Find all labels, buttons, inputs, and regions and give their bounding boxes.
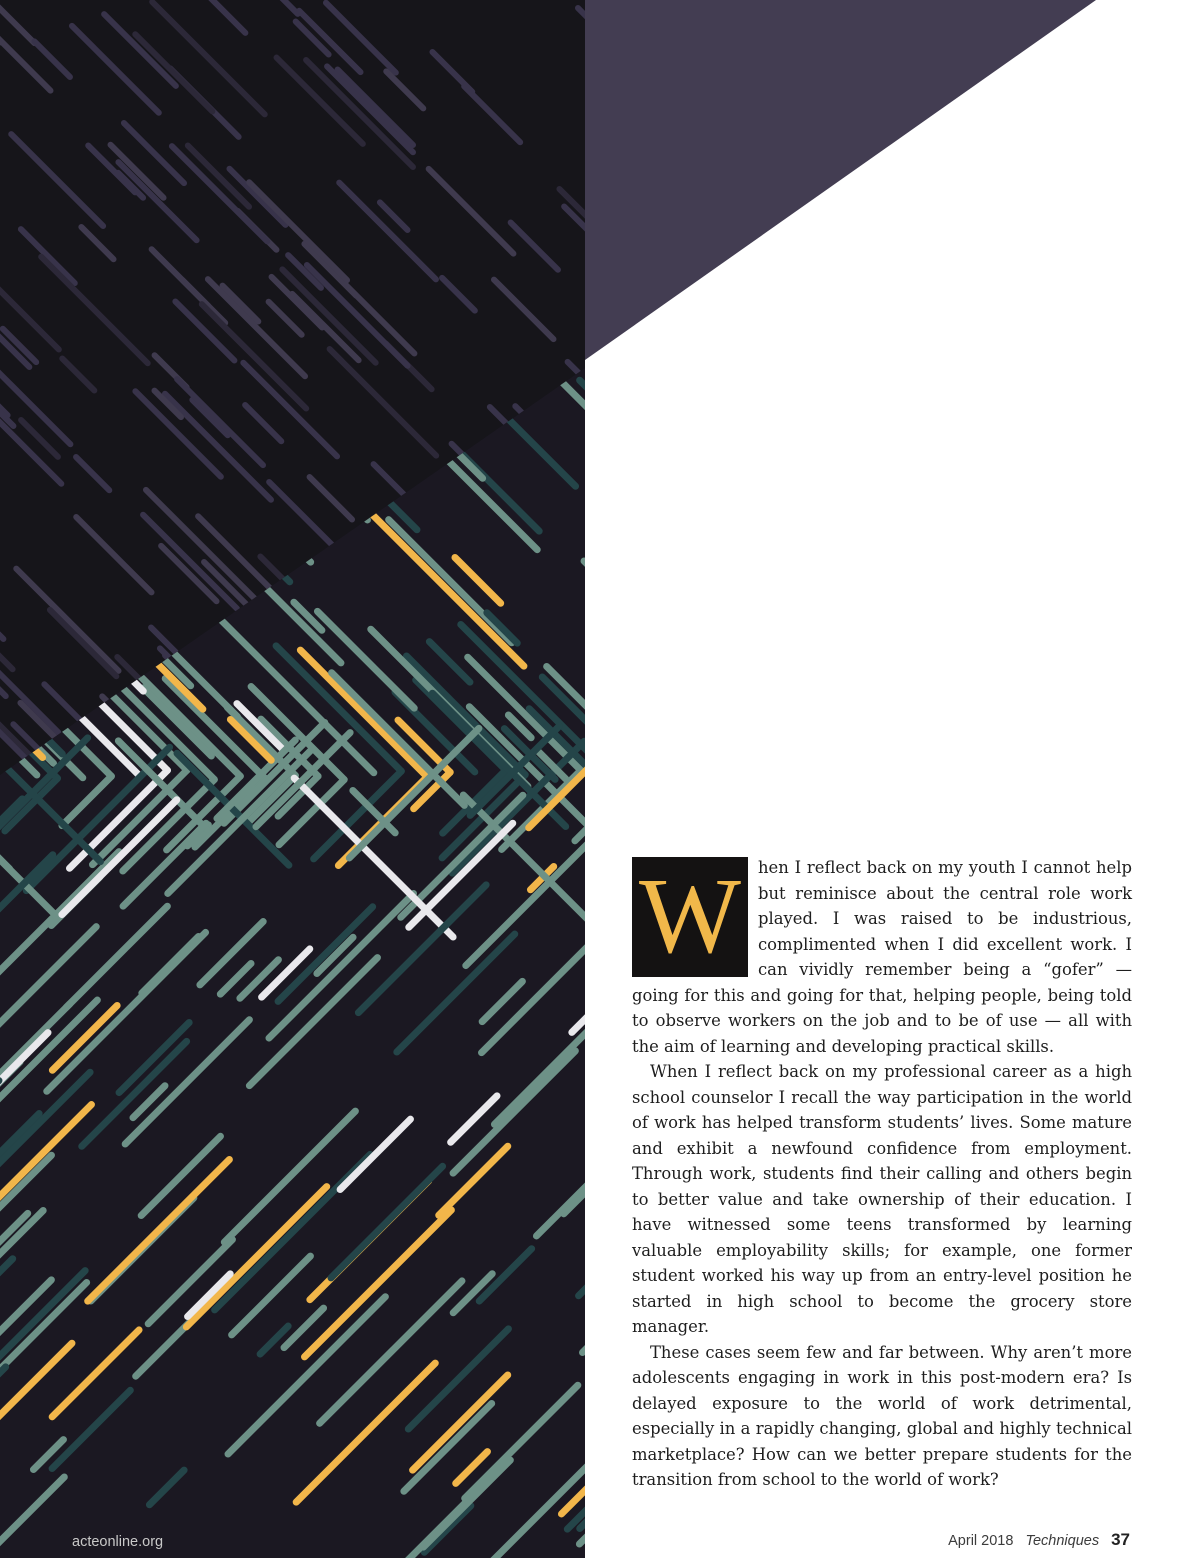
footer-website: acteonline.org [72, 1534, 164, 1550]
footer-date: April 2018 [948, 1533, 1014, 1549]
footer-folio [948, 1530, 1130, 1550]
article-body [632, 855, 1132, 1493]
page-number: 37 [1111, 1530, 1130, 1549]
paragraph [632, 855, 1132, 1059]
drop-cap: W [632, 857, 748, 977]
abstract-line-artwork [0, 0, 585, 1558]
paragraph-text: hen I reflect back on my youth I cannot help but reminisce about the central role work played. I was raised to be industrious, complimented when I did excellent work. I can vividly remember being a “gofer” — going for this and going for that, helping people, being told to observe workers on the job and to be of use — all with the aim of learning and developing practical skills. [632, 858, 1132, 1056]
paragraph: These cases seem few and far between. Why aren’t more adolescents engaging in work in this post-modern era? Is delayed exposure to the world of work detrimental, especially in a rapidly changing, global and highly technical marketplace? How can we better prepare students for the transition from school to the world of work? [632, 1342, 1132, 1489]
footer-publication: Techniques [1025, 1533, 1100, 1549]
paragraph: When I reflect back on my professional career as a high school counselor I recall the way participation in the world of work has helped transform students’ lives. Some mature and exhibit a newfound confidence from employment. Through work, students find their calling and others begin to better value and take ownership of their education. I have witnessed some teens transformed by learning valuable employability skills; for example, one former student worked his way up from an entry-level position he started in high school to become the grocery store manager. [632, 1062, 1132, 1336]
